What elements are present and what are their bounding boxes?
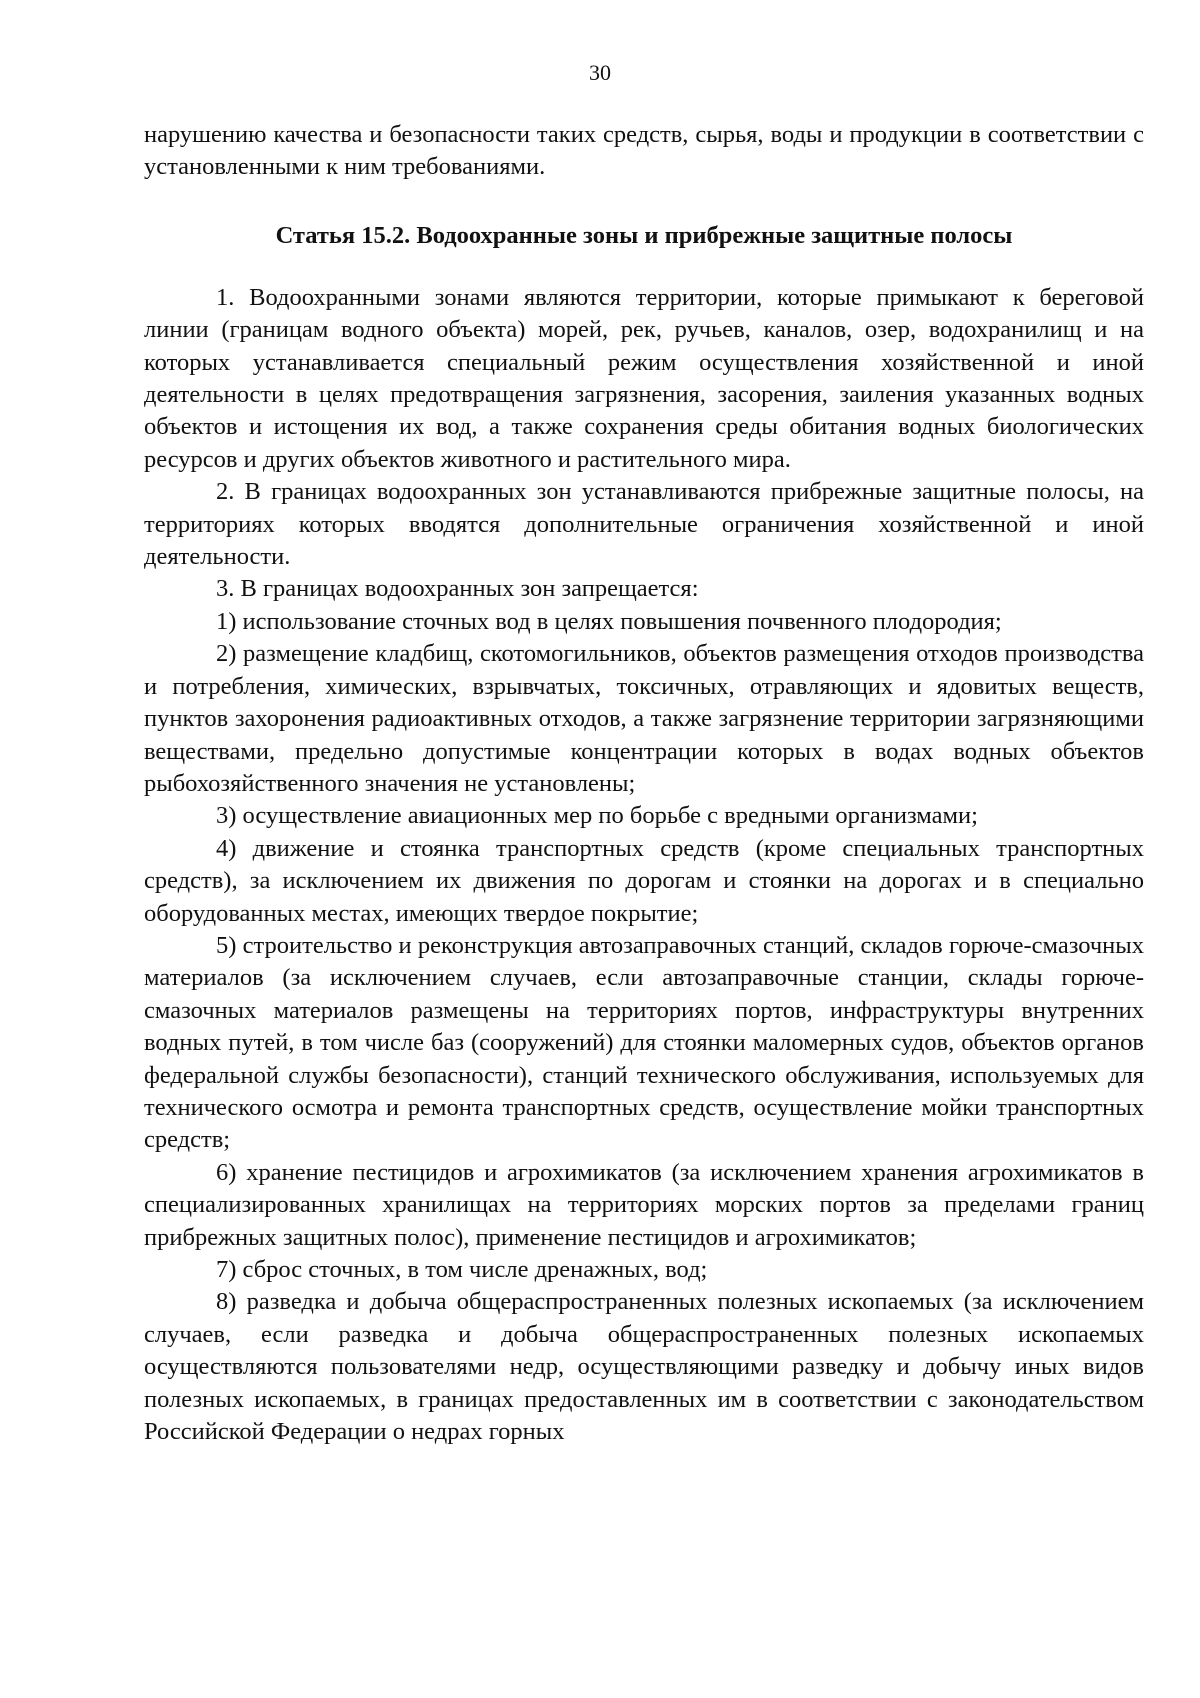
paragraph-3: 3. В границах водоохранных зон запрещается: [216,575,699,603]
list-item-1: 1) использование сточных вод в целях повышения почвенного плодородия; [216,607,1002,635]
page-number: 30 [589,60,611,85]
article-heading: Статья 15.2. Водоохранные зоны и прибрежные защитные полосы [275,221,1013,249]
list-item-3: 3) осуществление авиационных мер по борьбе с вредными организмами; [216,802,978,830]
list-item-5: 5) строительство и реконструкция автозаправочных станций, складов горюче-смазочных материалов (за исключением случаев, если автозаправочные станции, склады горюче-смазочных материалов размещены на территориях портов, инфраструктуры внутренних водных путей, в том числе баз (сооружений) для стоянки маломерных судов, объектов органов федеральной службы безопасности), станций технического обслуживания, используемых для технического осмотра и ремонта транспортных средств, осуществление мойки транспортных средств; [144,931,1144,1154]
list-item-6: 6) хранение пестицидов и агрохимикатов (за исключением хранения агрохимикатов в специализированных хранилищах на территориях морских портов за пределами границ прибрежных защитных полос), применение пестицидов и агрохимикатов; [144,1158,1144,1251]
list-item-7: 7) сброс сточных, в том числе дренажных, вод; [216,1256,708,1283]
list-item-8: 8) разведка и добыча общераспространенных полезных ископаемых (за исключением случаев, если разведка и добыча общераспространенных полезных ископаемых осуществляются пользователями недр, осуществляющими разведку и добычу иных видов полезных ископаемых, в границах предоставленных им в соответствии с законодательством Российской Федерации о недрах горных [144,1288,1144,1446]
paragraph-1: 1. Водоохранными зонами являются территории, которые примыкают к береговой линии (границам водного объекта) морей, рек, ручьев, каналов, озер, водохранилищ и на которых устанавливается специальный режим осуществления хозяйственной и иной деятельности в целях предотвращения загрязнения, засорения, заиления указанных водных объектов и истощения их вод, а также сохранения среды обитания водных биологических ресурсов и других объектов животного и растительного мира. [144,283,1144,473]
paragraph-2: 2. В границах водоохранных зон устанавливаются прибрежные защитные полосы, на территориях которых вводятся дополнительные ограничения хозяйственной и иной деятельности. [144,478,1144,571]
document-body [144,119,1144,1448]
list-item-4: 4) движение и стоянка транспортных средств (кроме специальных транспортных средств), за исключением их движения по дорогам и стоянки на дорогах и в специально оборудованных местах, имеющих твердое покрытие; [144,834,1144,927]
continuation-paragraph: нарушению качества и безопасности таких средств, сырья, воды и продукции в соответствии с установленными к ним требованиями. [144,121,1144,181]
list-item-2: 2) размещение кладбищ, скотомогильников, объектов размещения отходов производства и потребления, химических, взрывчатых, токсичных, отравляющих и ядовитых веществ, пунктов захоронения радиоактивных отходов, а также загрязнение территории загрязняющими веществами, предельно допустимые концентрации которых в водах водных объектов рыбохозяйственного значения не установлены; [144,640,1144,797]
